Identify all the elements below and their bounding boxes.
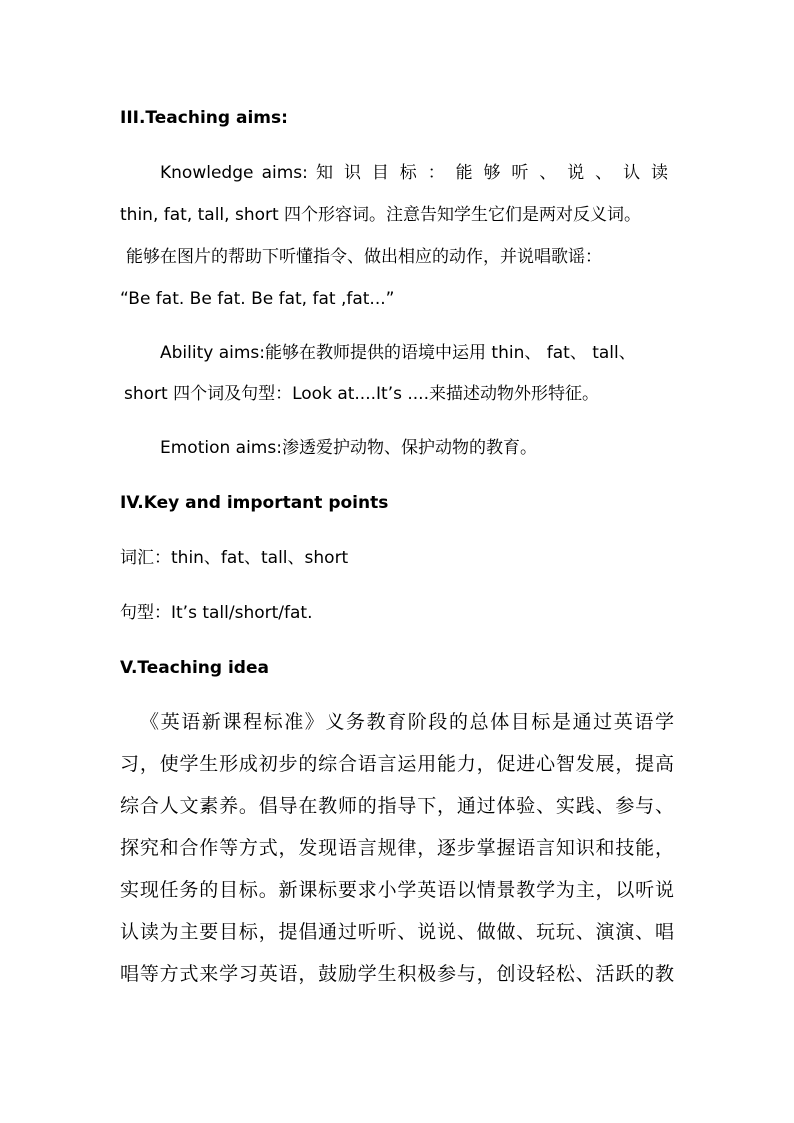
teaching-idea-line-2: 习，使学生形成初步的综合语言运用能力，促进心智发展，提高: [120, 753, 674, 775]
teaching-idea-line-7: 唱等方式来学习英语，鼓励学生积极参与，创设轻松、活跃的教: [120, 963, 674, 985]
section-heading-teaching-idea: V.Teaching idea: [120, 658, 269, 678]
teaching-idea-line-6: 认读为主要目标，提倡通过听听、说说、做做、玩玩、演演、唱: [120, 921, 674, 943]
ability-aims-line-1: Ability aims:能够在教师提供的语境中运用 thin、 fat、 tall、: [160, 343, 636, 363]
section-heading-teaching-aims: III.Teaching aims:: [120, 108, 288, 128]
knowledge-aims-line-4: “Be fat. Be fat. Be fat, fat ,fat...”: [120, 289, 395, 309]
vocabulary-line: 词汇：thin、fat、tall、short: [120, 548, 349, 568]
teaching-idea-line-3: 综合人文素养。倡导在教师的指导下，通过体验、实践、参与、: [120, 795, 674, 817]
knowledge-aims-line-3: 能够在图片的帮助下听懂指令、做出相应的动作，并说唱歌谣：: [126, 247, 602, 267]
knowledge-aims-line-2: thin, fat, tall, short 四个形容词。注意告知学生它们是两对反义词。: [120, 205, 642, 225]
teaching-idea-line-4: 探究和合作等方式，发现语言规律，逐步掌握语言知识和技能，: [120, 837, 674, 859]
knowledge-aims-line-1: Knowledge aims: 知 识 目 标 ： 能 够 听 、 说 、 认 读: [160, 163, 668, 183]
emotion-aims-line: Emotion aims:渗透爱护动物、保护动物的教育。: [160, 438, 537, 458]
teaching-idea-line-1: 《英语新课程标准》义务教育阶段的总体目标是通过英语学: [140, 711, 674, 733]
ability-aims-line-2: short 四个词及句型：Look at....It’s ....来描述动物外形特征。: [124, 384, 599, 404]
sentence-pattern-line: 句型：It’s tall/short/fat.: [120, 603, 313, 623]
teaching-idea-line-5: 实现任务的目标。新课标要求小学英语以情景教学为主，以听说: [120, 879, 674, 901]
section-heading-key-points: IV.Key and important points: [120, 493, 389, 513]
